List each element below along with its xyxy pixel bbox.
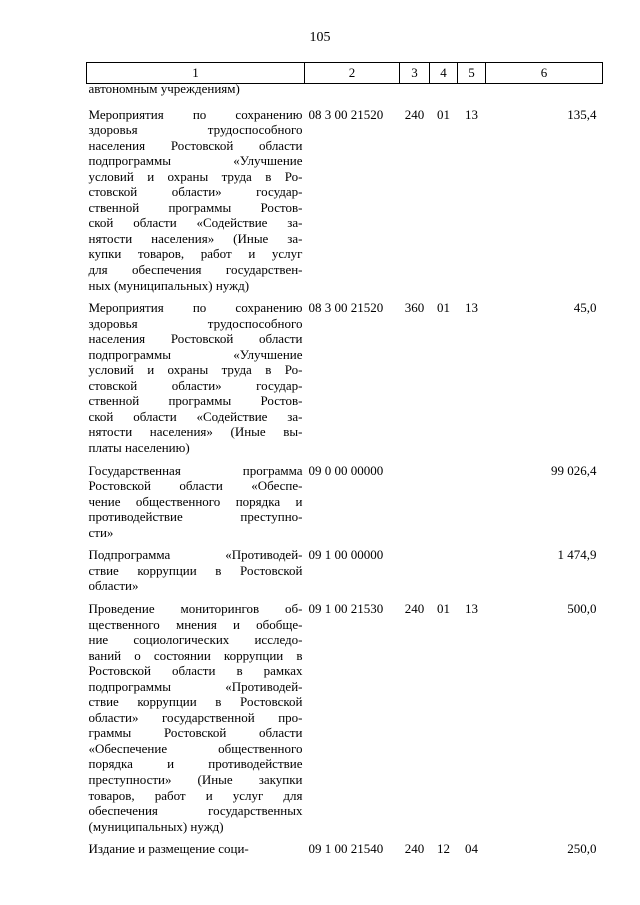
budget-table (86, 62, 603, 857)
description-line: ственной программы Ростов- (88, 393, 303, 409)
description-line: нятости населения» (Иные вы- (88, 424, 303, 440)
description-line: «Обеспечение общественного (88, 740, 303, 756)
page-number: 105 (309, 30, 331, 45)
row-expense-type: 240 (404, 600, 425, 616)
row-spacer (87, 100, 603, 107)
description-line: граммы Ростовской области (88, 725, 303, 741)
description-line: Проведение мониторингов об- (88, 600, 303, 616)
description-line: противодействие преступно- (88, 509, 303, 525)
row-subsection: 13 (465, 300, 478, 316)
description-line: (муниципальных) нужд) (88, 818, 224, 834)
description-line: населения Ростовской области (88, 137, 303, 153)
row-amount (486, 84, 603, 100)
row-section (430, 84, 458, 100)
description-line: стовской области» государ- (88, 184, 303, 200)
row-spacer (87, 594, 603, 601)
description-line: товаров, работ и услуг для (88, 787, 303, 803)
description-line: чение общественного порядка и (88, 493, 303, 509)
row-spacer (87, 293, 603, 300)
description-line: подпрограммы «Улучшение (88, 346, 303, 362)
description-line: ние социологических исследо- (88, 632, 303, 648)
description-line: Мероприятия по сохранению (88, 300, 303, 316)
row-expense-type: 240 (404, 841, 425, 857)
row-spacer (87, 456, 603, 463)
table-row (87, 601, 603, 834)
description-line: платы населению) (88, 440, 190, 456)
row-amount: 99 026,4 (551, 462, 597, 478)
row-subsection: 13 (465, 600, 478, 616)
description-line: ствие коррупции в Ростовской (88, 562, 303, 578)
column-header-6: 6 (486, 63, 603, 84)
description-line: ваний о состоянии коррупции в (88, 647, 303, 663)
row-spacer-cell (87, 456, 603, 463)
row-expense-type (400, 84, 430, 100)
row-description (87, 107, 305, 294)
description-line: ской области «Содействие за- (88, 215, 303, 231)
description-line: для обеспечения государствен- (88, 262, 303, 278)
row-spacer-cell (87, 834, 603, 841)
description-line: нятости населения» (Иные за- (88, 230, 303, 246)
description-line: условий и охраны труда в Ро- (88, 168, 303, 184)
row-target-code: 09 1 00 21540 (308, 841, 384, 857)
table-body (87, 81, 603, 857)
row-section: 12 (437, 841, 450, 857)
table-row (87, 107, 603, 294)
row-spacer-cell (87, 594, 603, 601)
row-amount: 500,0 (567, 600, 597, 616)
row-target-code (305, 84, 400, 100)
description-line: здоровья трудоспособного (88, 315, 303, 331)
table-row (87, 841, 603, 857)
table-row (87, 547, 603, 594)
description-line: порядка и противодействие (88, 756, 303, 772)
row-target-code: 09 1 00 21530 (308, 600, 384, 616)
row-description (87, 601, 305, 834)
row-expense-type: 240 (404, 106, 425, 122)
description-line: стовской области» государ- (88, 377, 303, 393)
row-spacer-cell (87, 100, 603, 107)
description-line: обеспечения государственных (88, 803, 303, 819)
row-subsection: 13 (465, 106, 478, 122)
description-line: Мероприятия по сохранению (88, 106, 303, 122)
row-amount: 1 474,9 (557, 547, 597, 563)
row-section: 01 (437, 600, 450, 616)
column-header-1: 1 (87, 63, 305, 84)
description-line: Ростовской области «Обеспе- (88, 478, 303, 494)
row-section (430, 547, 458, 594)
row-subsection: 04 (465, 841, 478, 857)
row-spacer (87, 834, 603, 841)
row-amount: 250,0 (567, 841, 597, 857)
description-line: Издание и размещение соци- (88, 841, 249, 857)
column-header-5: 5 (458, 63, 486, 84)
row-description (87, 463, 305, 541)
description-line: области» государственной про- (88, 709, 303, 725)
row-section: 01 (437, 300, 450, 316)
row-description (87, 841, 305, 857)
row-target-code: 09 1 00 00000 (308, 547, 384, 563)
row-subsection (458, 547, 486, 594)
description-line: здоровья трудоспособного (88, 122, 303, 138)
row-description (87, 300, 305, 455)
description-line: сти» (88, 524, 114, 540)
description-line: ствие коррупции в Ростовской (88, 694, 303, 710)
row-spacer-cell (87, 293, 603, 300)
description-line: Подпрограмма «Противодей- (88, 547, 303, 563)
description-line: щественного мнения и обобще- (88, 616, 303, 632)
description-line: подпрограммы «Улучшение (88, 153, 303, 169)
description-line: преступности» (Иные закупки (88, 771, 303, 787)
table-row (87, 463, 603, 541)
row-target-code: 08 3 00 21520 (308, 300, 384, 316)
description-line: населения Ростовской области (88, 331, 303, 347)
description-line: подпрограммы «Противодей- (88, 678, 303, 694)
description-line: ных (муниципальных) нужд) (88, 277, 250, 293)
row-subsection (458, 463, 486, 541)
row-section: 01 (437, 106, 450, 122)
description-line: области» (88, 578, 139, 594)
column-header-3: 3 (400, 63, 430, 84)
row-amount: 45,0 (573, 300, 597, 316)
column-header-2: 2 (305, 63, 400, 84)
description-line: условий и охраны труда в Ро- (88, 362, 303, 378)
row-target-code: 09 0 00 00000 (308, 462, 384, 478)
row-description (87, 81, 305, 97)
description-line: Государственная программа (88, 462, 303, 478)
row-spacer (87, 540, 603, 547)
description-line: Ростовской области в рамках (88, 663, 303, 679)
row-expense-type (400, 547, 430, 594)
row-target-code: 08 3 00 21520 (308, 106, 384, 122)
column-header-4: 4 (430, 63, 458, 84)
description-line: автономным учреждениям) (88, 81, 240, 96)
description-line: купки товаров, работ и услуг (88, 246, 303, 262)
row-section (430, 463, 458, 541)
row-expense-type: 360 (404, 300, 425, 316)
description-line: ской области «Содействие за- (88, 408, 303, 424)
row-expense-type (400, 463, 430, 541)
row-subsection (458, 84, 486, 100)
table-row (87, 84, 603, 100)
row-description (87, 547, 305, 594)
row-amount: 135,4 (567, 106, 597, 122)
description-line: ственной программы Ростов- (88, 199, 303, 215)
table-row (87, 300, 603, 455)
row-spacer-cell (87, 540, 603, 547)
